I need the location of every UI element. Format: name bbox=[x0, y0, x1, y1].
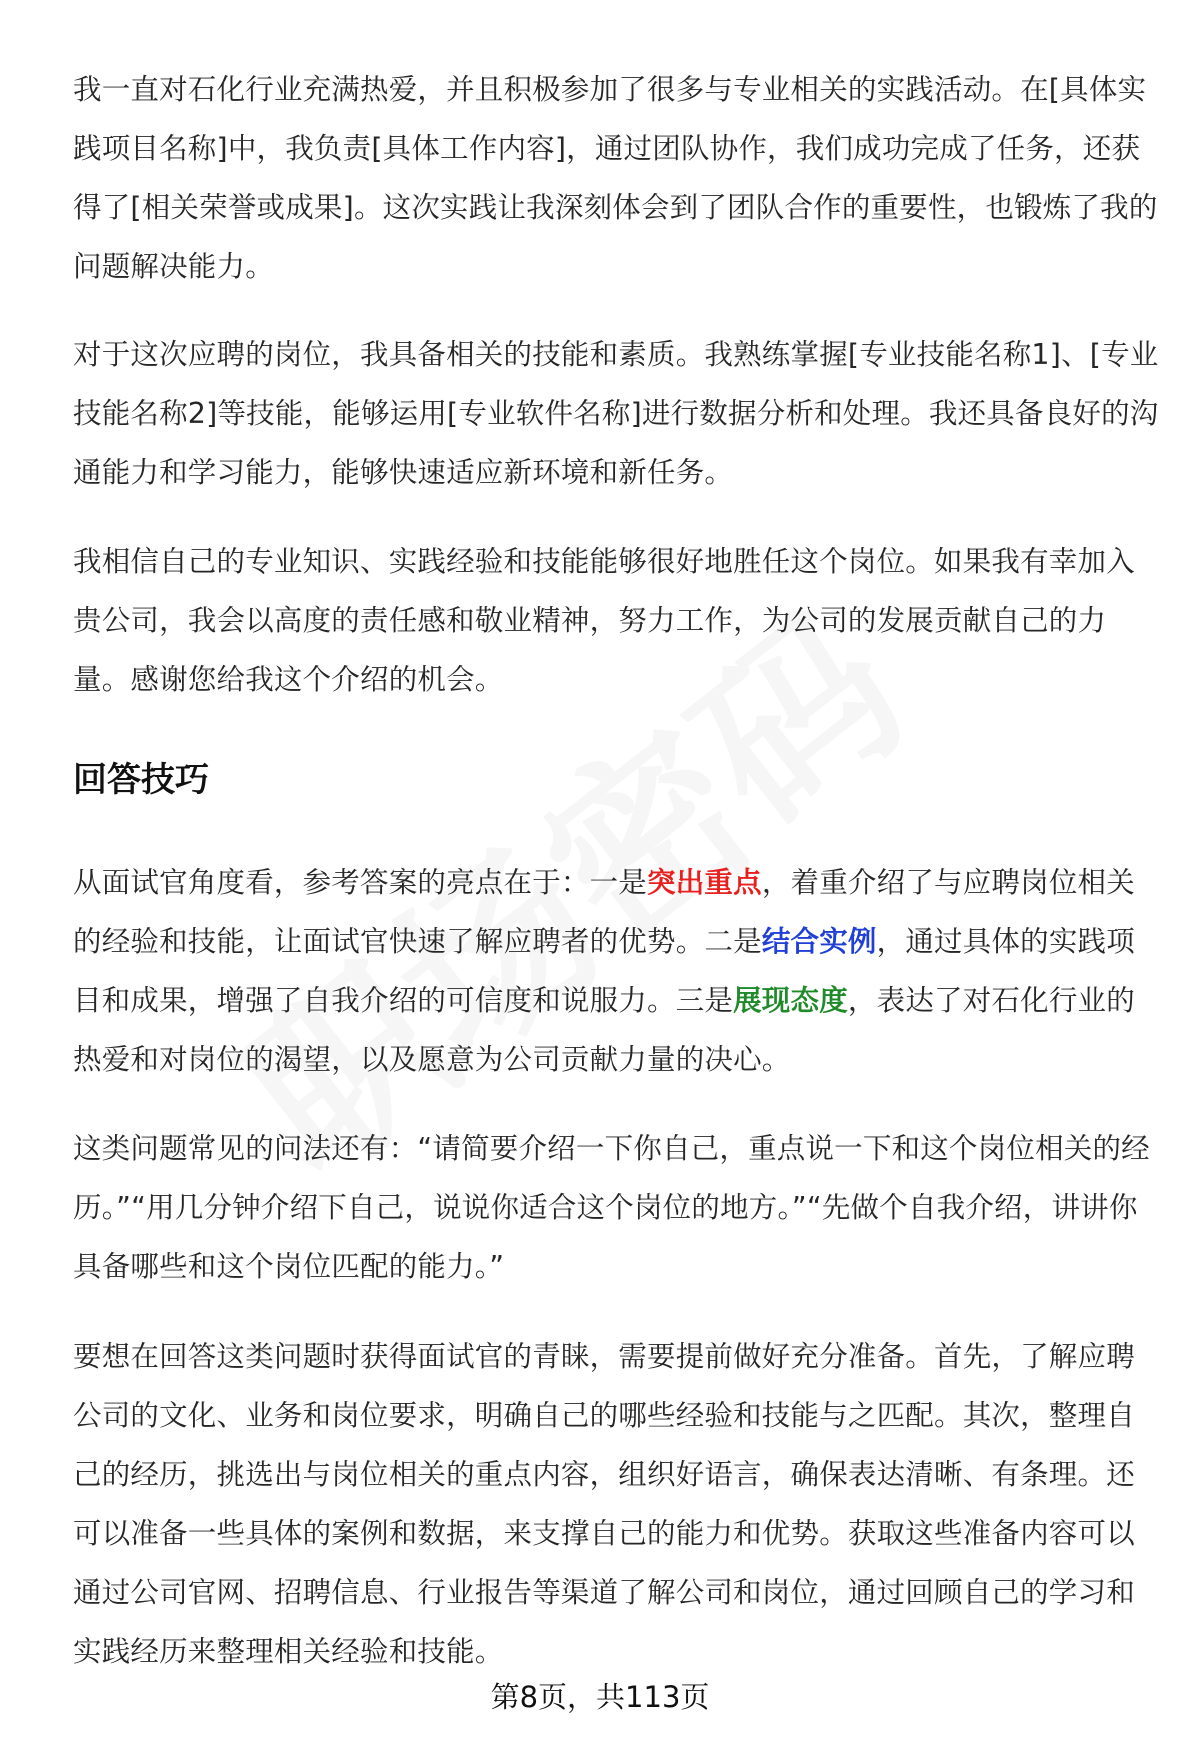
paragraph-conclusion: 我相信自己的专业知识、实践经验和技能能够很好地胜任这个岗位。如果我有幸加入贵公司，我会以高度的责任感和敬业精神，努力工作，为公司的发展贡献自己的力量。感谢您给我这个介绍的机会。 bbox=[73, 545, 1135, 696]
page-number: 第8页，共113页 bbox=[490, 1680, 710, 1714]
highlight-attitude: 展现态度 bbox=[733, 984, 848, 1017]
text-segment: ，表达了对石化行业的热爱和对岗位的渴望，以及愿意为公司贡献力量的决心。 bbox=[73, 984, 1135, 1076]
section-heading: 回答技巧 bbox=[73, 760, 209, 800]
text-segment: 从面试官角度看，参考答案的亮点在于：一是 bbox=[73, 866, 648, 899]
paragraph-answer-highlights bbox=[73, 853, 1163, 1089]
paragraph-skills: 对于这次应聘的岗位，我具备相关的技能和素质。我熟练掌握[专业技能名称1]、[专业技能名称2]等技能，能够运用[专业软件名称]进行数据分析和处理。我还具备良好的沟通能力和学习能力，能够快速适应新环境和新任务。 bbox=[73, 338, 1159, 489]
text-segment: ，通过具体的实践项目和成果，增强了自我介绍的可信度和说服力。三是 bbox=[73, 925, 1135, 1017]
paragraph-common-questions: 这类问题常见的问法还有：“请简要介绍一下你自己，重点说一下和这个岗位相关的经历。”“用几分钟介绍下自己，说说你适合这个岗位的地方。”“先做个自我介绍，讲讲你具备哪些和这个岗位匹配的能力。” bbox=[73, 1132, 1150, 1283]
paragraph-practice-experience: 我一直对石化行业充满热爱，并且积极参加了很多与专业相关的实践活动。在[具体实践项目名称]中，我负责[具体工作内容]，通过团队协作，我们成功完成了任务，还获得了[相关荣誉或成果]。这次实践让我深刻体会到了团队合作的重要性，也锻炼了我的问题解决能力。 bbox=[73, 73, 1158, 283]
text-segment: ，着重介绍了与应聘岗位相关的经验和技能，让面试官快速了解应聘者的优势。二是 bbox=[73, 866, 1135, 958]
highlight-examples: 结合实例 bbox=[761, 925, 877, 958]
highlight-focus: 突出重点 bbox=[647, 866, 762, 899]
paragraph-preparation: 要想在回答这类问题时获得面试官的青睐，需要提前做好充分准备。首先，了解应聘公司的文化、业务和岗位要求，明确自己的哪些经验和技能与之匹配。其次，整理自己的经历，挑选出与岗位相关的重点内容，组织好语言，确保表达清晰、有条理。还可以准备一些具体的案例和数据，来支撑自己的能力和优势。获取这些准备内容可以通过公司官网、招聘信息、行业报告等渠道了解公司和岗位，通过回顾自己的学习和实践经历来整理相关经验和技能。 bbox=[73, 1340, 1135, 1668]
